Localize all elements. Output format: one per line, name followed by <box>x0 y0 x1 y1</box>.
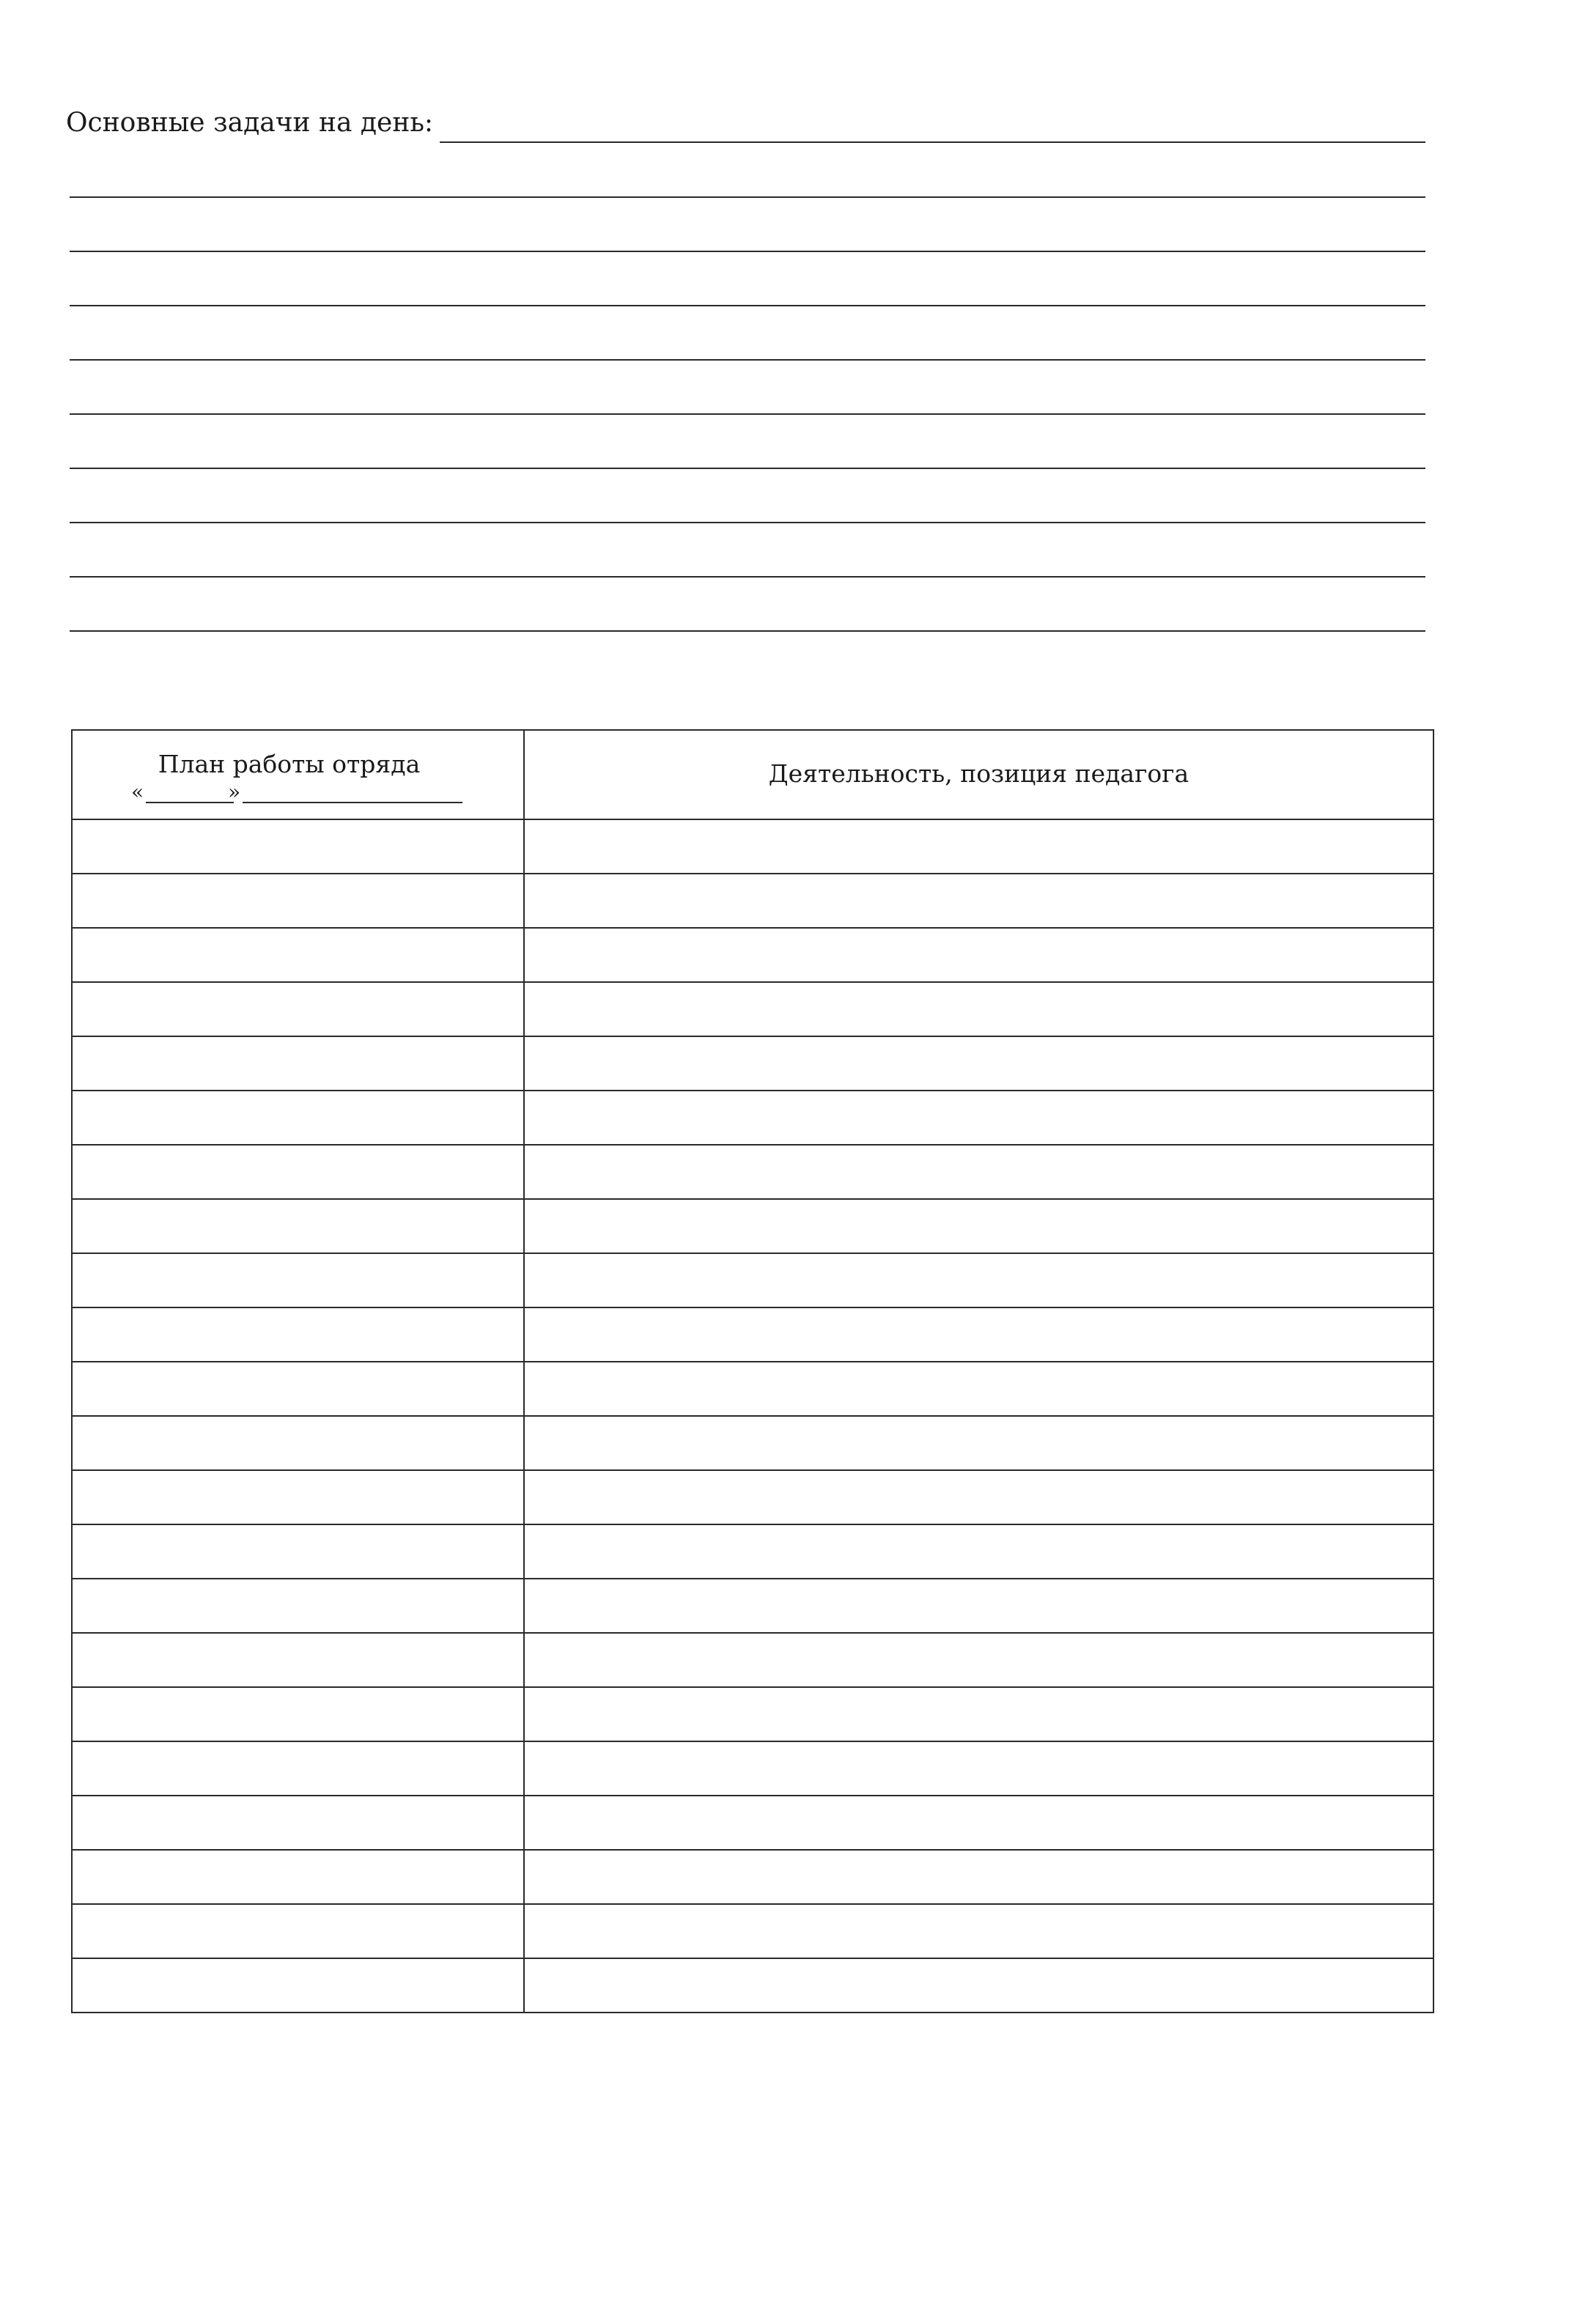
plan-table-row <box>72 982 1433 1036</box>
activity-cell[interactable] <box>524 1145 1433 1199</box>
plan-cell[interactable] <box>72 1687 524 1741</box>
plan-table-row <box>72 1741 1433 1796</box>
activity-cell[interactable] <box>524 1416 1433 1470</box>
plan-cell[interactable] <box>72 928 524 982</box>
plan-cell[interactable] <box>72 1145 524 1199</box>
plan-table-row <box>72 1307 1433 1362</box>
activity-cell[interactable] <box>524 1958 1433 2013</box>
activity-cell[interactable] <box>524 1470 1433 1524</box>
task-write-line[interactable] <box>70 576 1425 578</box>
date-open-quote: « <box>131 779 144 804</box>
activity-cell[interactable] <box>524 1091 1433 1145</box>
plan-cell[interactable] <box>72 1958 524 2013</box>
plan-cell[interactable] <box>72 1741 524 1796</box>
plan-cell[interactable] <box>72 1253 524 1307</box>
activity-cell[interactable] <box>524 1633 1433 1687</box>
plan-cell[interactable] <box>72 1199 524 1253</box>
plan-table-row <box>72 1091 1433 1145</box>
plan-table-row <box>72 1036 1433 1091</box>
plan-header-cell <box>72 730 524 819</box>
plan-cell[interactable] <box>72 819 524 874</box>
plan-cell[interactable] <box>72 982 524 1036</box>
task-write-line[interactable] <box>70 359 1425 361</box>
plan-cell[interactable] <box>72 1524 524 1579</box>
plan-table-body <box>72 819 1433 2013</box>
activity-header-title: Деятельность, позиция педагога <box>768 759 1189 788</box>
plan-header-title: План работы отряда <box>158 749 421 778</box>
activity-cell[interactable] <box>524 874 1433 928</box>
plan-cell[interactable] <box>72 1796 524 1850</box>
plan-table-row <box>72 1796 1433 1850</box>
plan-table-row <box>72 874 1433 928</box>
task-write-line-first[interactable] <box>440 141 1425 143</box>
activity-cell[interactable] <box>524 982 1433 1036</box>
plan-cell[interactable] <box>72 1904 524 1958</box>
plan-cell[interactable] <box>72 1579 524 1633</box>
plan-date-field <box>73 780 523 805</box>
date-month-blank[interactable] <box>243 802 462 803</box>
activity-cell[interactable] <box>524 1199 1433 1253</box>
activity-cell[interactable] <box>524 1904 1433 1958</box>
main-tasks-label: Основные задачи на день: <box>66 108 434 138</box>
plan-table-row <box>72 1904 1433 1958</box>
activity-cell[interactable] <box>524 1741 1433 1796</box>
activity-cell[interactable] <box>524 1307 1433 1362</box>
activity-cell[interactable] <box>524 1579 1433 1633</box>
task-write-line[interactable] <box>70 305 1425 306</box>
plan-cell[interactable] <box>72 1850 524 1904</box>
plan-table-row <box>72 1470 1433 1524</box>
task-write-line[interactable] <box>70 251 1425 252</box>
activity-cell[interactable] <box>524 1253 1433 1307</box>
plan-table-row <box>72 1579 1433 1633</box>
task-write-line[interactable] <box>70 468 1425 469</box>
activity-cell[interactable] <box>524 1796 1433 1850</box>
task-write-line[interactable] <box>70 413 1425 415</box>
plan-table-row <box>72 1362 1433 1416</box>
plan-cell[interactable] <box>72 1091 524 1145</box>
plan-table-row <box>72 1145 1433 1199</box>
plan-table-header-row <box>72 730 1433 819</box>
plan-cell[interactable] <box>72 1362 524 1416</box>
plan-cell[interactable] <box>72 1036 524 1091</box>
plan-cell[interactable] <box>72 1416 524 1470</box>
plan-table-row <box>72 1253 1433 1307</box>
plan-table-row <box>72 928 1433 982</box>
plan-table-row <box>72 1633 1433 1687</box>
activity-cell[interactable] <box>524 1850 1433 1904</box>
activity-cell[interactable] <box>524 1362 1433 1416</box>
plan-cell[interactable] <box>72 1633 524 1687</box>
task-write-line[interactable] <box>70 196 1425 198</box>
plan-table-row <box>72 1199 1433 1253</box>
activity-cell[interactable] <box>524 1687 1433 1741</box>
plan-cell[interactable] <box>72 1307 524 1362</box>
task-write-line[interactable] <box>70 630 1425 632</box>
plan-cell[interactable] <box>72 1470 524 1524</box>
activity-cell[interactable] <box>524 819 1433 874</box>
plan-table-row <box>72 1687 1433 1741</box>
plan-table-row <box>72 1958 1433 2013</box>
plan-table-row <box>72 1850 1433 1904</box>
activity-cell[interactable] <box>524 928 1433 982</box>
date-close-quote: » <box>228 779 241 804</box>
plan-table <box>71 729 1434 2013</box>
activity-header-cell <box>524 730 1433 819</box>
task-write-line[interactable] <box>70 522 1425 523</box>
plan-table-row <box>72 1524 1433 1579</box>
plan-cell[interactable] <box>72 874 524 928</box>
activity-cell[interactable] <box>524 1036 1433 1091</box>
plan-table-row <box>72 1416 1433 1470</box>
activity-cell[interactable] <box>524 1524 1433 1579</box>
date-day-blank[interactable] <box>146 802 234 803</box>
plan-table-row <box>72 819 1433 874</box>
